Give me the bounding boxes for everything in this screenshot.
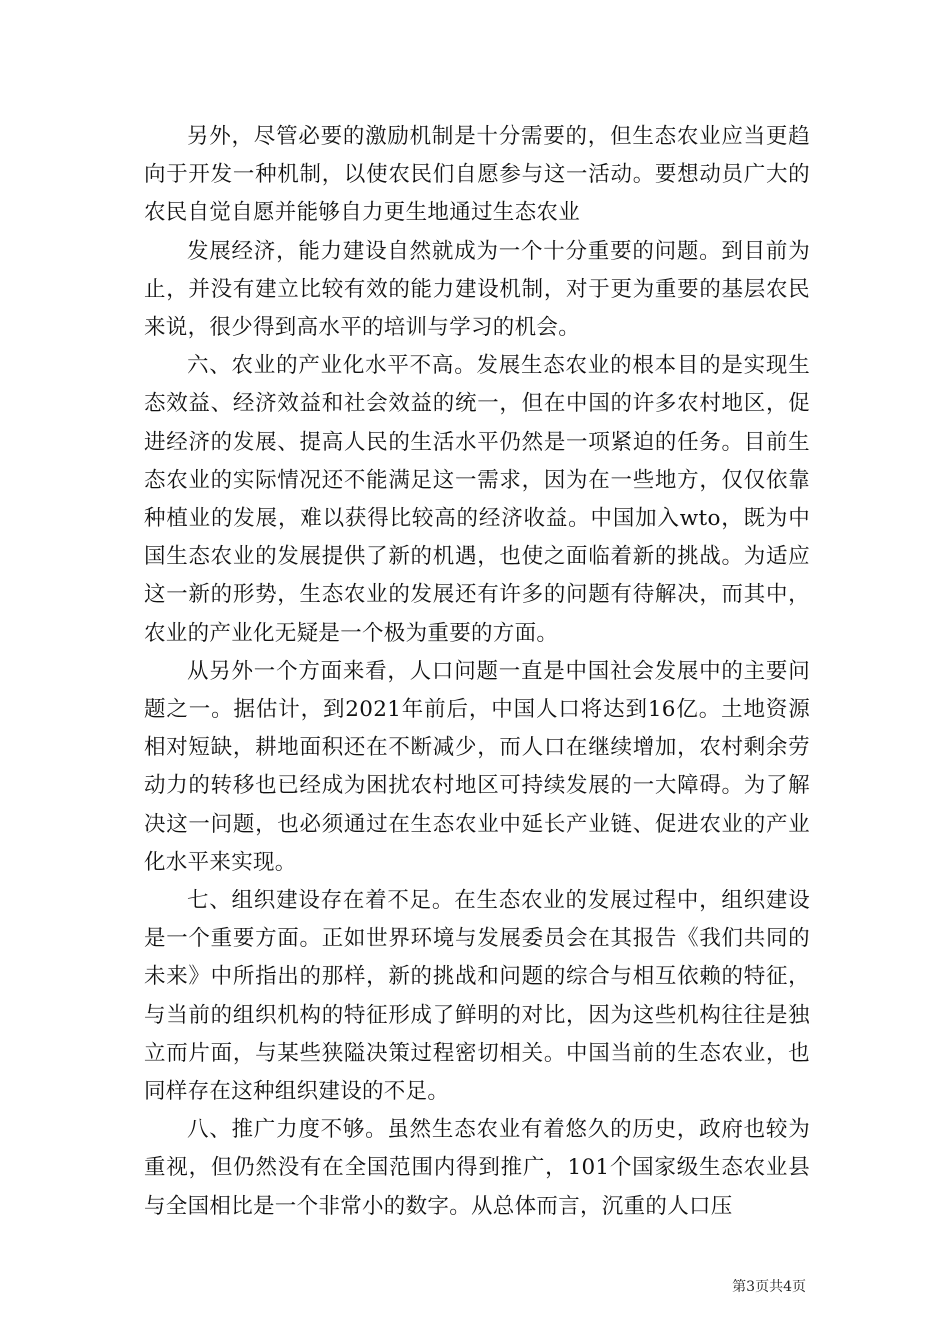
paragraph-3: 六、农业的产业化水平不高。发展生态农业的根本目的是实现生态效益、经济效益和社会效益的统一，但在中国的许多农村地区，促进经济的发展、提高人民的生活水平仍然是一项紧迫的任务。目前生态农业的实际情况还不能满足这一需求，因为在一些地方，仅仅依靠种植业的发展，难以获得比较高的经济收益。中国加入wto，既为中国生态农业的发展提供了新的机遇，也使之面临着新的挑战。为适应这一新的形势，生态农业的发展还有许多的问题有待解决，而其中，农业的产业化无疑是一个极为重要的方面。 — [144, 353, 810, 646]
document-body — [144, 118, 810, 1226]
paragraph-1: 另外，尽管必要的激励机制是十分需要的，但生态农业应当更趋向于开发一种机制，以使农民们自愿参与这一活动。要想动员广大的农民自觉自愿并能够自力更生地通过生态农业 — [144, 124, 810, 226]
paragraph-4: 从另外一个方面来看，人口问题一直是中国社会发展中的主要问题之一。据估计，到2021年前后，中国人口将达到16亿。土地资源相对短缺，耕地面积还在不断减少，而人口在继续增加，农村剩余劳动力的转移也已经成为困扰农村地区可持续发展的一大障碍。为了解决这一问题，也必须通过在生态农业中延长产业链、促进农业的产业化水平来实现。 — [144, 658, 810, 875]
page-number: 第3页共4页 — [732, 1279, 806, 1295]
paragraph-5: 七、组织建设存在着不足。在生态农业的发展过程中，组织建设是一个重要方面。正如世界环境与发展委员会在其报告《我们共同的未来》中所指出的那样，新的挑战和问题的综合与相互依赖的特征，与当前的组织机构的特征形成了鲜明的对比，因为这些机构往往是独立而片面，与某些狭隘决策过程密切相关。中国当前的生态农业，也同样存在这种组织建设的不足。 — [144, 888, 810, 1105]
paragraph-6: 八、推广力度不够。虽然生态农业有着悠久的历史，政府也较为重视，但仍然没有在全国范围内得到推广，101个国家级生态农业县与全国相比是一个非常小的数字。从总体而言，沉重的人口压 — [144, 1117, 810, 1219]
paragraph-2: 发展经济，能力建设自然就成为一个十分重要的问题。到目前为止，并没有建立比较有效的能力建设机制，对于更为重要的基层农民来说，很少得到高水平的培训与学习的机会。 — [144, 238, 810, 341]
